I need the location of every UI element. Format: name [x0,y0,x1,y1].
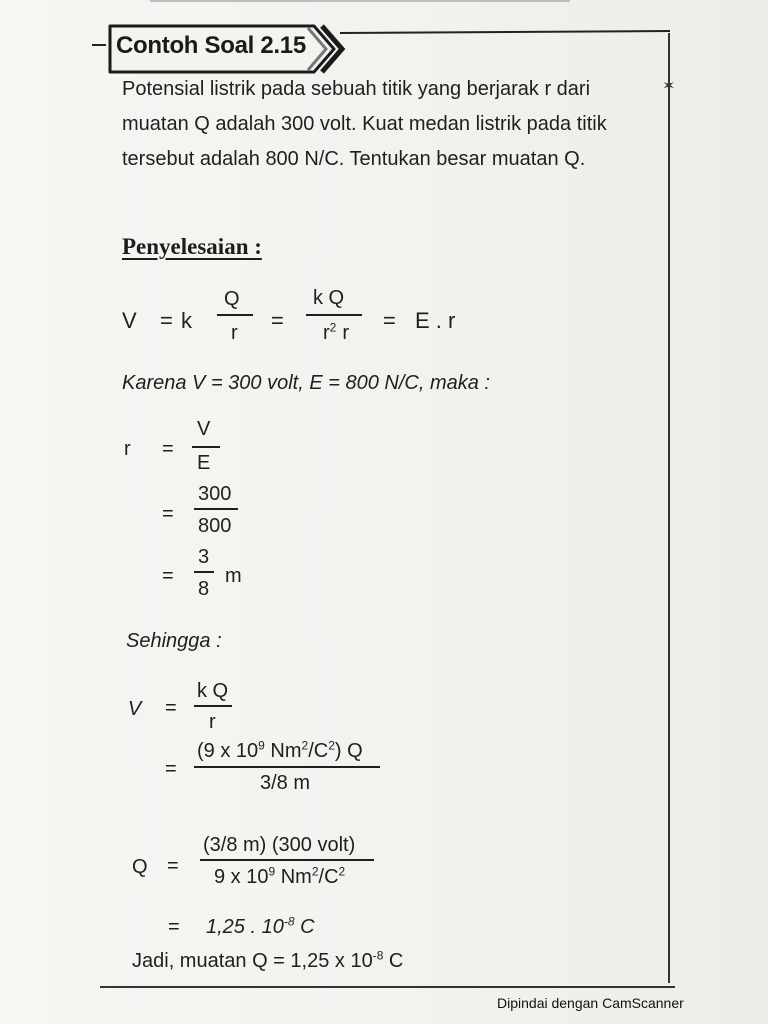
result-value: 1,25 . $10^{-8}$ C [206,914,315,938]
r-den-800: 800 [198,515,232,537]
r-fraction-bar-3 [194,571,214,573]
margin-mark: ✶ [662,78,676,95]
eq1-num-kq: k Q [313,287,345,309]
r-num-300: 300 [198,483,232,505]
top-rule [150,0,570,2]
r-num-3: 3 [198,546,210,568]
q-den-expression: 9 x $10^9$ $Nm^2/C^2$ [214,864,346,888]
q-equals: = [167,855,179,877]
title-badge [104,22,344,74]
v-num-kq: k Q [197,680,229,702]
r-fraction-bar-2 [194,508,238,510]
eq1-fraction-bar-2 [306,314,362,316]
v-label: V [128,698,142,720]
eq1-num-q: Q [224,288,240,310]
result-equals: = [168,916,180,938]
r-equals-1: = [162,438,174,460]
frame-right-line [668,33,670,983]
v-equals-2: = [165,758,177,780]
q-fraction-bar [200,859,374,861]
r-unit-m: m [225,565,242,587]
eq1-den-r: r [231,322,238,344]
frame-top-line [340,30,670,34]
sehingga-line: Sehingga : [126,630,222,652]
conclusion-line: Jadi, muatan Q = 1,25 x $10^{-8}$ C [132,948,404,972]
problem-text: Potensial listrik pada sebuah titik yang berjarak r dari muatan Q adalah 300 volt. Kuat medan listrik pada titik tersebut adalah 800 N/C. Tentukan besar muatan Q. [122,78,607,170]
v-num-expression: (9 x $10^9$ $Nm^2/C^2$) Q [197,738,363,762]
eq1-k: k [181,308,192,333]
eq1-fraction-bar [217,314,253,316]
eq1-equals: = [160,308,173,333]
v-fraction-bar-1 [194,705,232,707]
karena-line: Karena V = 300 volt, E = 800 N/C, maka : [122,372,490,394]
eq1-equals-2: = [271,308,284,333]
frame-bottom-line [100,986,675,988]
r-fraction-bar-1 [192,446,220,448]
v-equals-1: = [165,697,177,719]
v-den-expression: 3/8 m [260,772,311,794]
q-label: Q [132,856,148,878]
solution-heading: Penyelesaian : [122,234,262,259]
r-equals-2: = [162,503,174,525]
r-den-8: 8 [198,578,210,600]
r-den-e: E [197,452,211,474]
v-fraction-bar-2 [194,766,380,768]
eq1-equals-3: = [383,308,396,333]
v-den-r: r [209,711,216,733]
example-title: Contoh Soal 2.15 [116,32,306,59]
r-equals-3: = [162,565,174,587]
scanner-watermark: Dipindai dengan CamScanner [497,995,684,1011]
q-num-expression: (3/8 m) (300 volt) [203,834,356,856]
eq1-den-r2: $r^2$ r [323,320,350,344]
eq1-v: V [122,308,137,333]
r-num-v: V [197,418,211,440]
r-label: r [124,438,131,460]
eq1-e-r: E . r [415,308,456,333]
